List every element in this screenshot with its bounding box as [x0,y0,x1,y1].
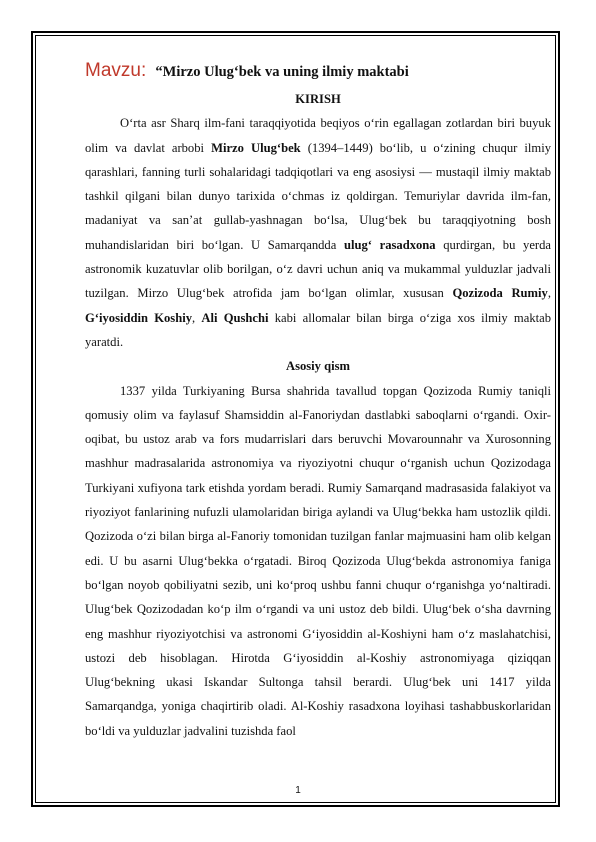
document-body [85,58,551,743]
main-paragraph: 1337 yilda Turkiyaning Bursa shahrida tavallud topgan Qozizoda Rumiy taniqli qomusiy olim va faylasuf Shamsiddin al-Fanoriydan dastlabki saboqlarni o‘rgandi. Oxir-oqibat, bu ustoz arab va fors mudarrislari dars beruvchi Movarounnahr va Xurosonning mashhur madrasalarida astronomiya va riyoziyotni chuqur o‘rganish uchun Qozizodaga Turkiyani xufiyona tark etishda yordam beradi. Rumiy Samarqand madrasasida falakiyot va riyoziyot fanlarining nufuzli ulamolaridan biriga aylandi va Ulug‘bekka ham ustozlik qildi. Qozizoda o‘zi bilan birga al-Fanoriy tomonidan tuzilgan fanlar majmuasini ham olib kelgan edi. U bu asarni Ulug‘bekka o‘rgatadi. Biroq Qozizoda Ulug‘bekda astronomiya faniga bo‘lgan noyob qobiliyatni sezib, uni ko‘proq ushbu fanni chuqur o‘rganishga yo‘naltiradi. Ulug‘bek Qozizodadan ko‘p ilm o‘rgandi va uni ustoz deb bildi. Ulug‘bek o‘sha davrning eng mashhur riyoziyotchisi va astronomi G‘iyosiddin al-Koshiyni ham o‘z maslahatchisi, ustozi deb hisoblagan. Hirotda G‘iyosiddin al-Koshiy astronomiyaga qiziqqan Ulug‘bekning ukasi Iskandar Sultonga tahsil berardi. Ulug‘bek uni 1417 yilda Samarqandga, yoniga chaqirtirib oladi. Al-Koshiy rasadxona loyihasi tashabbuskorlaridan bo‘ldi va yulduzlar jadvalini tuzishda faol [85,383,551,738]
intro-bold-observatory: ulug‘ rasadxona [343,237,436,252]
topic-label: Mavzu: [85,60,147,81]
intro-heading: KIRISH [295,92,341,106]
intro-text-5: , [192,310,202,325]
intro-bold-qushchi: Ali Qushchi [201,310,269,325]
intro-text-1: O‘rta asr Sharq ilm-fani taraqqiyotida beqiyos o‘rin egallagan zotlardan biri buyuk olim va davlat arbobi [85,116,551,155]
intro-text-6: kabi allomalar bilan birga o‘ziga xos ilmiy maktab yaratdi. [85,310,551,349]
intro-bold-rumiy: Qozizoda Rumiy [452,286,548,301]
intro-bold-ulugbek: Mirzo Ulug‘bek [211,140,301,155]
intro-paragraph [85,111,551,354]
intro-text-2: (1394–1449) bo‘lib, u o‘zining chuqur ilmiy qarashlari, fanning turli sohalaridagi tadqiqotlari va eng asosiysi — mustaqil ilmiy maktab tashkil qilgani bilan dunyo tarixida o‘chmas iz qoldirgan. Temuriylar davrida ilm-fan, madaniyat va san’at gullab-yashnagan bo‘lsa, Ulug‘bek bu taraqqiyotning bosh muhandislaridan biri bo‘lgan. U Samarqandda [85,140,552,252]
document-title [85,58,551,85]
intro-bold-koshiy: G‘iyosiddin Koshiy [85,310,193,325]
main-heading: Asosiy qism [285,359,351,374]
intro-text-4: , [547,286,552,301]
topic-title: “Mirzo Ulug‘bek va uning ilmiy maktabi [155,64,409,80]
page-number: 1 [295,785,301,796]
intro-text-3: qurdirgan, bu yerda astronomik kuzatuvlar olib borilgan, o‘z davri uchun aniq va mukammal yulduzlar jadvali tuzilgan. Mirzo Ulug‘bek atrofida jam bo‘lgan olimlar, xususan [85,237,551,301]
